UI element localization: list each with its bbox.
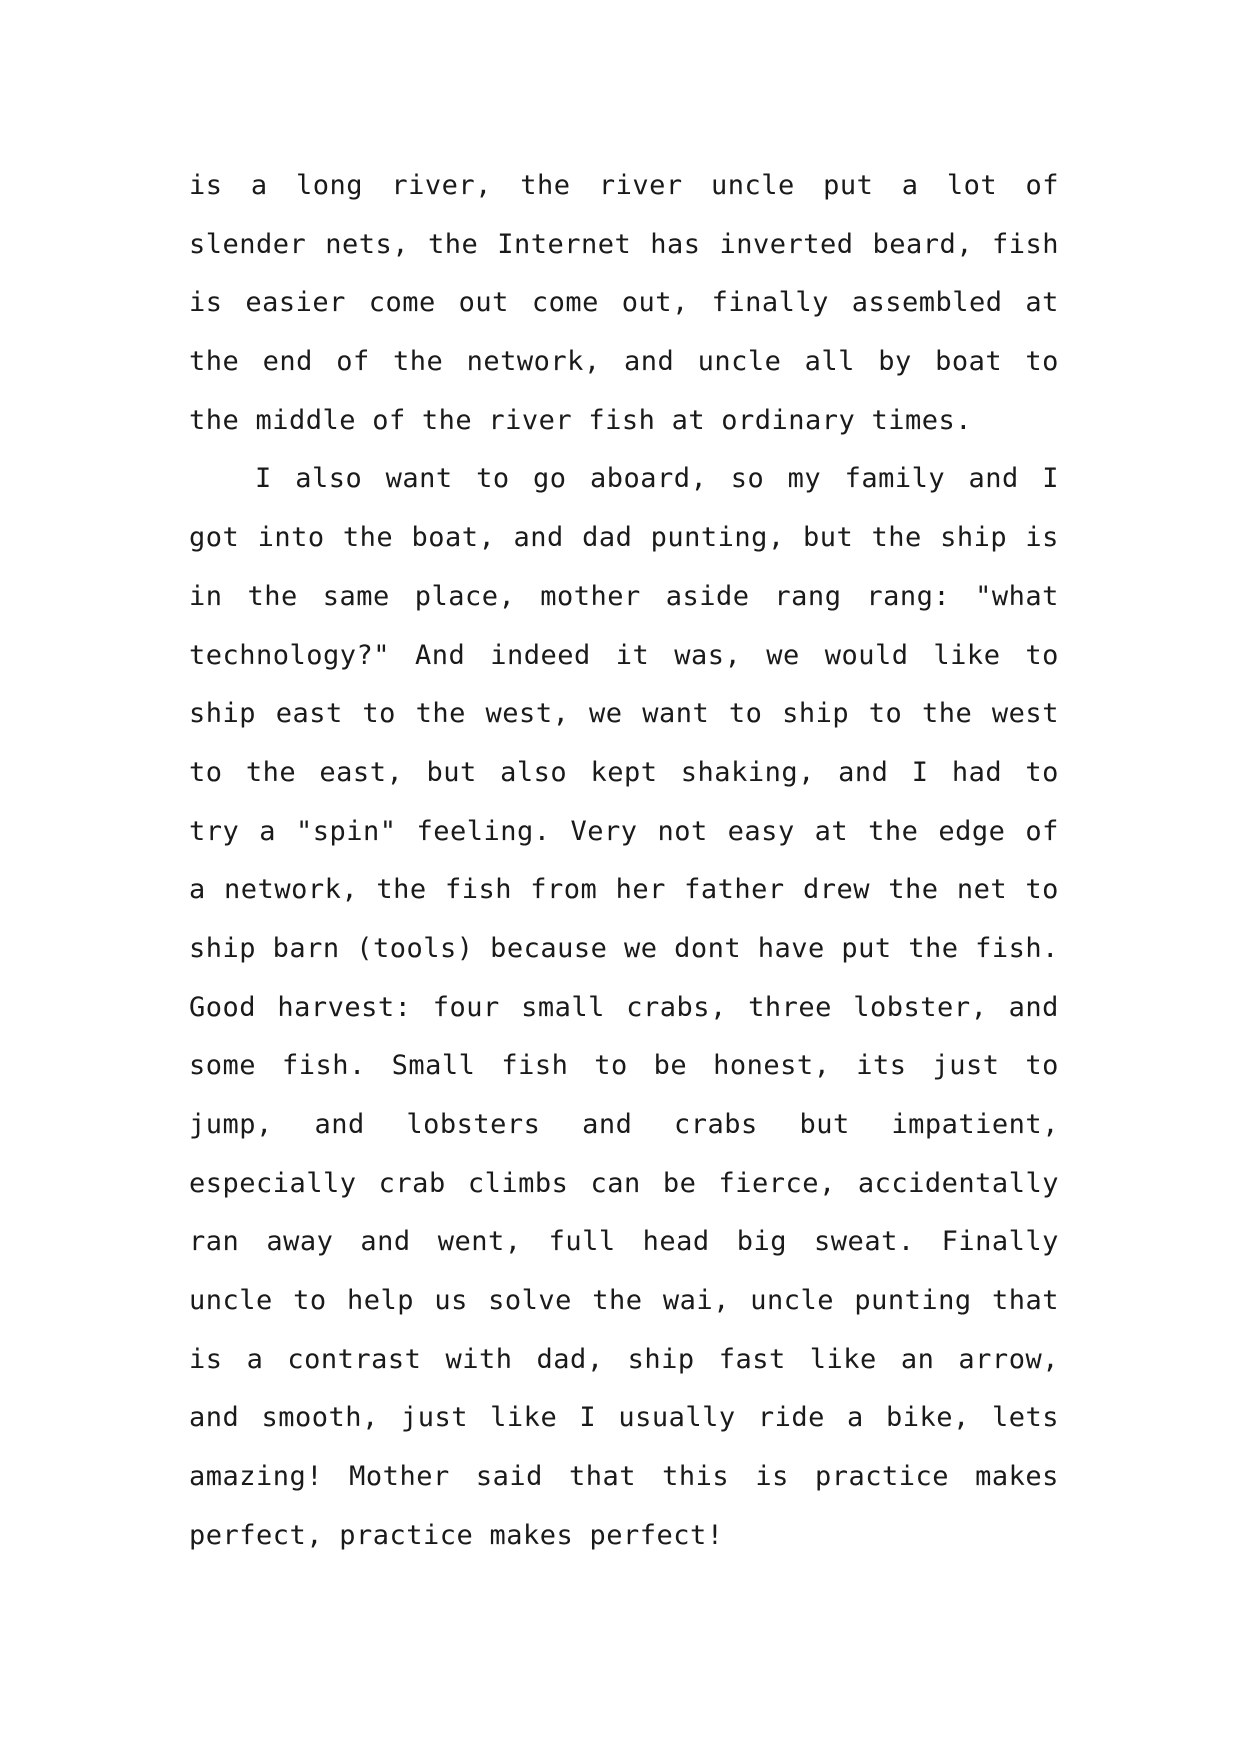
word: to [1025, 346, 1059, 378]
word: shaking, [680, 756, 815, 788]
word: solve [488, 1285, 572, 1317]
word: be [662, 1167, 697, 1199]
word: usually [618, 1402, 736, 1434]
word: from [530, 874, 598, 906]
word: nets, [325, 228, 410, 260]
text-line [189, 920, 1059, 979]
word: put [841, 932, 892, 964]
word: into [257, 522, 325, 554]
word: indeed [490, 639, 591, 671]
text-line [189, 1213, 1059, 1272]
word: same [322, 580, 390, 612]
word: and [189, 1402, 240, 1434]
word: come [368, 287, 436, 319]
word: and [513, 522, 564, 554]
word: is [189, 170, 223, 201]
word: place, [414, 580, 516, 612]
word: ran [189, 1226, 240, 1258]
word: uncle [750, 1285, 835, 1317]
word: to [1025, 639, 1059, 671]
word: the [342, 522, 394, 554]
word: like [809, 1343, 877, 1375]
word: practice [339, 1519, 474, 1551]
word: to [728, 698, 763, 730]
word: network, [224, 874, 359, 906]
word: an [900, 1343, 935, 1375]
word: the [415, 698, 466, 730]
word: and [968, 463, 1019, 495]
word: net [956, 874, 1008, 906]
word: small [521, 991, 605, 1023]
word: boat [935, 346, 1003, 378]
word: went, [437, 1226, 522, 1258]
word: the [921, 698, 973, 730]
word: times. [871, 404, 973, 436]
text-line [189, 392, 1059, 451]
word: be [653, 1050, 688, 1082]
word: but [426, 756, 477, 788]
word: at [671, 404, 706, 436]
word: smooth, [261, 1402, 379, 1434]
word: out, [621, 287, 689, 319]
word: is [189, 1343, 223, 1375]
word: lobster, [853, 991, 988, 1023]
word: we [589, 698, 623, 730]
word: it [615, 639, 650, 671]
word: full [548, 1226, 616, 1258]
word: ship [189, 932, 257, 964]
word: the [592, 1285, 643, 1317]
word: we [624, 932, 658, 964]
word: (tools) [356, 932, 474, 964]
word: And [415, 639, 466, 671]
word: that [991, 1285, 1059, 1317]
word: with [445, 1343, 513, 1375]
word: try [189, 815, 240, 847]
text-line [189, 1389, 1059, 1448]
word: at [1025, 287, 1059, 319]
word: the [376, 874, 427, 906]
text-line [189, 979, 1059, 1038]
word: all [804, 346, 855, 378]
word: uncle [697, 346, 782, 378]
word: and [1008, 991, 1059, 1023]
word: aboard, [589, 463, 708, 495]
word: out [458, 287, 509, 319]
word: rang [774, 580, 842, 612]
word: the [189, 346, 240, 378]
word: to [362, 698, 396, 730]
word: Good [189, 991, 257, 1023]
word: so [730, 463, 765, 495]
word: makes [975, 1461, 1059, 1493]
word: rang: [866, 580, 951, 612]
word: have [757, 932, 825, 964]
word: of [336, 346, 370, 378]
word: a [901, 170, 919, 201]
text-line [189, 216, 1059, 275]
word: I [255, 463, 272, 495]
word: my [787, 463, 822, 495]
word: bike, [886, 1402, 970, 1434]
word: sweat. [814, 1226, 915, 1258]
word: fast [718, 1343, 786, 1375]
word: barn [272, 932, 340, 964]
word: had [951, 756, 1003, 788]
word: by [878, 346, 912, 378]
word: technology?" [189, 639, 391, 671]
word: especially [189, 1167, 357, 1199]
word: the [908, 932, 959, 964]
word: the [393, 346, 444, 378]
word: like [933, 639, 1001, 671]
word: drew [802, 874, 870, 906]
word: her [615, 874, 666, 906]
word: edge [938, 815, 1006, 847]
text-line [189, 1037, 1059, 1096]
word: to [189, 756, 223, 788]
word: to [1025, 1050, 1059, 1082]
word: dad, [536, 1343, 604, 1375]
word: aside [665, 580, 750, 612]
word: fish. [281, 1050, 366, 1082]
word: to [293, 1285, 327, 1317]
word: feeling. [416, 815, 551, 847]
word: fish [444, 874, 512, 906]
text-line [189, 1272, 1059, 1331]
word: Very [570, 815, 638, 847]
word: crab [378, 1167, 446, 1199]
word: perfect! [589, 1519, 724, 1551]
word: river, [391, 170, 492, 201]
word: help [346, 1285, 414, 1317]
word: four [432, 991, 500, 1023]
word: big [736, 1226, 787, 1258]
text-line [189, 274, 1059, 333]
word: got [189, 522, 240, 554]
word: of [1025, 170, 1059, 201]
word: the [421, 404, 473, 436]
word: go [533, 463, 567, 495]
word: contrast [287, 1343, 422, 1375]
word: the [868, 815, 919, 847]
word: boat, [411, 522, 496, 554]
word: is [1025, 522, 1059, 554]
word: network, [466, 346, 601, 378]
word: dont [674, 932, 742, 964]
word: wai, [662, 1285, 730, 1317]
word: I [911, 756, 929, 788]
word: want [385, 463, 453, 495]
word: perfect, [189, 1519, 324, 1551]
word: I [1042, 463, 1059, 495]
word: ship [940, 522, 1008, 554]
word: Internet [497, 228, 632, 260]
text-line [189, 568, 1059, 627]
word: a [189, 874, 206, 906]
word: to [476, 463, 510, 495]
word: arrow, [958, 1343, 1059, 1375]
word: climbs [467, 1167, 569, 1199]
word: want [642, 698, 710, 730]
text-line [189, 1507, 1059, 1566]
word: easier [245, 287, 346, 319]
word: Small [391, 1050, 476, 1082]
word: punting, [650, 522, 785, 554]
word: mother [540, 580, 641, 612]
word: put [823, 170, 874, 201]
word: a [250, 170, 268, 201]
word: ordinary [721, 404, 856, 436]
word: west, [485, 698, 570, 730]
word: Finally [941, 1226, 1059, 1258]
text-line [189, 1096, 1059, 1155]
word: uncle [189, 1285, 273, 1317]
word: to [868, 698, 903, 730]
word: jump, [189, 1109, 273, 1140]
word: family [844, 463, 946, 495]
word: to [594, 1050, 628, 1082]
word: west [991, 698, 1059, 730]
word: impatient, [891, 1109, 1059, 1140]
word: punting [854, 1285, 972, 1317]
word: is [189, 287, 223, 319]
word: amazing! [189, 1461, 324, 1493]
word: of [1025, 815, 1059, 847]
word: lobsters [406, 1109, 541, 1140]
word: and [314, 1109, 365, 1140]
word: three [748, 991, 832, 1023]
word: river [598, 170, 683, 201]
word: would [824, 639, 909, 671]
body-text [189, 157, 1059, 1566]
word: ship [189, 698, 257, 730]
word: we [766, 639, 800, 671]
word: crabs [674, 1109, 758, 1140]
word: the [520, 170, 571, 201]
text-line [189, 450, 1059, 509]
word: of [372, 404, 406, 436]
word: the [888, 874, 939, 906]
word: finally [711, 287, 829, 319]
word: ride [757, 1402, 825, 1434]
word: east, [319, 756, 404, 788]
word: a [847, 1402, 864, 1434]
word: the [189, 404, 240, 436]
word: the [871, 522, 922, 554]
word: just [932, 1050, 1000, 1082]
word: was, [674, 639, 742, 671]
word: the [247, 580, 298, 612]
word: Mother [349, 1461, 450, 1493]
word: fierce, [718, 1167, 836, 1199]
word: fish [501, 1050, 569, 1082]
word: said [475, 1461, 543, 1493]
word: just [400, 1402, 468, 1434]
word: to [1025, 756, 1059, 788]
word: end [262, 346, 313, 378]
word: lot [946, 170, 998, 201]
word: east [275, 698, 343, 730]
word: us [434, 1285, 468, 1317]
word: father [684, 874, 785, 906]
word: fish [991, 228, 1059, 260]
word: this [662, 1461, 730, 1493]
word: at [814, 815, 849, 847]
word: and [623, 346, 675, 378]
word: can [590, 1167, 641, 1199]
word: is [755, 1461, 789, 1493]
text-line [189, 861, 1059, 920]
word: because [490, 932, 608, 964]
word: ship [782, 698, 850, 730]
word: practice [814, 1461, 949, 1493]
word: harvest: [277, 991, 412, 1023]
word: honest, [713, 1050, 831, 1082]
word: beard, [872, 228, 973, 260]
word: that [569, 1461, 637, 1493]
text-line [189, 509, 1059, 568]
word: but [802, 522, 854, 554]
word: fish [588, 404, 656, 436]
text-line [189, 803, 1059, 862]
word: like [490, 1402, 558, 1434]
word: middle [255, 404, 357, 436]
word: kept [590, 756, 658, 788]
text-line [189, 1331, 1059, 1390]
word: in [189, 580, 223, 612]
word: and [360, 1226, 411, 1258]
word: away [266, 1226, 334, 1258]
word: "what [975, 580, 1059, 612]
word: also [500, 756, 568, 788]
text-line [189, 333, 1059, 392]
word: its [856, 1050, 907, 1082]
word: also [295, 463, 363, 495]
word: come [531, 287, 599, 319]
word: makes [489, 1519, 574, 1551]
word: dad [582, 522, 633, 554]
word: "spin" [295, 815, 397, 847]
text-line [189, 1448, 1059, 1507]
word: river [488, 404, 573, 436]
word: a [246, 1343, 264, 1375]
word: easy [727, 815, 795, 847]
word: lets [991, 1402, 1059, 1434]
word: and [838, 756, 889, 788]
word: the [427, 228, 479, 260]
word: I [579, 1402, 597, 1434]
word: slender [189, 228, 307, 260]
word: crabs, [626, 991, 727, 1023]
word: accidentally [857, 1167, 1059, 1199]
word: and [582, 1109, 633, 1140]
word: inverted [719, 228, 854, 260]
word: not [657, 815, 708, 847]
word: long [295, 170, 363, 201]
text-line [189, 744, 1059, 803]
word: has [650, 228, 701, 260]
word: assembled [851, 287, 1003, 319]
word: to [1025, 874, 1059, 906]
word: some [189, 1050, 257, 1082]
word: uncle [710, 170, 795, 201]
text-line [189, 1155, 1059, 1214]
word: a [259, 815, 276, 847]
text-line [189, 157, 1059, 216]
word: the [245, 756, 297, 788]
word: fish. [975, 932, 1059, 964]
word: but [799, 1109, 850, 1140]
word: head [642, 1226, 710, 1258]
text-line [189, 627, 1059, 686]
text-line [189, 685, 1059, 744]
word: ship [627, 1343, 695, 1375]
